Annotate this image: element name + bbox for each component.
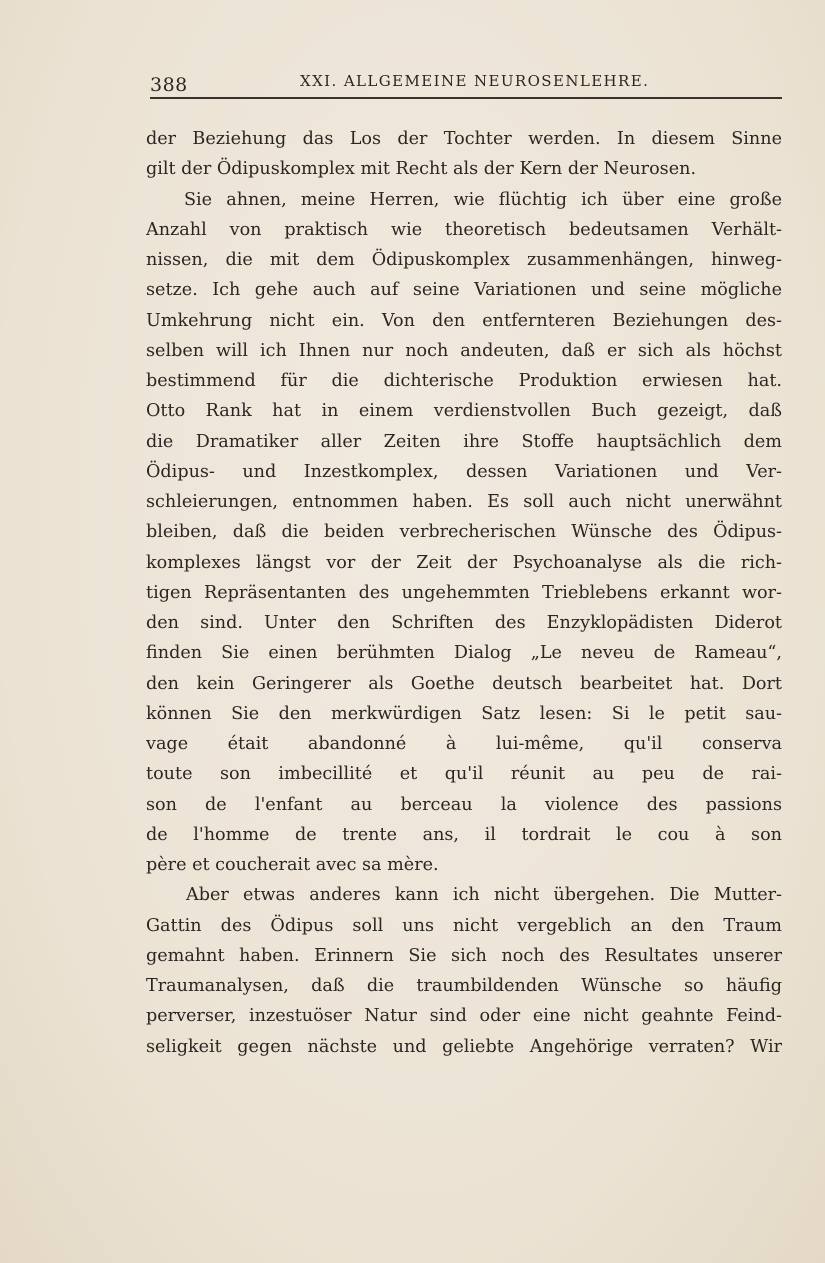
text-line: bleiben, daß die beiden verbrecherischen Wünsche des Ödipus- [146,522,782,543]
text-line: der Beziehung das Los der Tochter werden. In diesem Sinne [146,129,782,149]
text-line: vage était abandonné à lui-même, qu'il conserva [146,734,782,754]
running-header [150,70,780,96]
header-rule [150,97,782,99]
text-line: Otto Rank hat in einem verdienstvollen Buch gezeigt, daß [146,401,782,422]
text-line: komplexes längst vor der Zeit der Psychoanalyse als die rich- [146,552,782,573]
text-line: Traumanalysen, daß die traumbildenden Wünsche so häufig [146,976,782,996]
text-line: Aber etwas anderes kann ich nicht übergehen. Die Mutter- [186,885,782,906]
text-line: schleierungen, entnommen haben. Es soll auch nicht unerwähnt [146,492,782,512]
text-line: nissen, die mit dem Ödipuskomplex zusammenhängen, hinweg- [146,250,782,270]
text-line: den kein Geringerer als Goethe deutsch bearbeitet hat. Dort [146,673,782,694]
text-line: selben will ich Ihnen nur noch andeuten, daß er sich als höchst [146,340,782,361]
text-line: Sie ahnen, meine Herren, wie flüchtig ich über eine große [184,189,782,210]
text-line: Gattin des Ödipus soll uns nicht vergeblich an den Traum [146,915,782,936]
text-line: den sind. Unter den Schriften des Enzyklopädisten Diderot [146,613,782,633]
text-line: setze. Ich gehe auch auf seine Variationen und seine mögliche [146,280,782,301]
page-number: 388 [150,74,188,96]
text-line: gilt der Ödipuskomplex mit Recht als der Kern der Neurosen. [146,159,697,180]
text-line: de l'homme de trente ans, il tordrait le cou à son [146,824,782,845]
text-line: son de l'enfant au berceau la violence des passions [146,794,782,815]
text-line: gemahnt haben. Erinnern Sie sich noch des Resultates unserer [146,945,782,966]
text-line: toute son imbecillité et qu'il réunit au peu de rai- [146,764,782,785]
text-line: Anzahl von praktisch wie theoretisch bedeutsamen Verhält- [146,219,782,240]
text-line: die Dramatiker aller Zeiten ihre Stoffe hauptsächlich dem [146,431,782,452]
running-title: XXI. ALLGEMEINE NEUROSENLEHRE. [300,72,650,90]
text-line: Umkehrung nicht ein. Von den entfernteren Beziehungen des- [146,310,782,331]
text-line: finden Sie einen berühmten Dialog „Le neveu de Rameau“, [146,643,782,664]
text-line: perverser, inzestuöser Natur sind oder eine nicht geahnte Feind- [146,1006,782,1027]
text-line: seligkeit gegen nächste und geliebte Angehörige verraten? Wir [146,1036,782,1057]
text-line: tigen Repräsentanten des ungehemmten Trieblebens erkannt wor- [146,582,782,603]
text-line: Ödipus- und Inzestkomplex, dessen Variationen und Ver- [146,461,782,482]
text-line: können Sie den merkwürdigen Satz lesen: Si le petit sau- [146,703,782,724]
body-text [146,124,782,1062]
text-line: père et coucherait avec sa mère. [146,855,439,875]
text-line: bestimmend für die dichterische Produktion erwiesen hat. [146,371,782,391]
